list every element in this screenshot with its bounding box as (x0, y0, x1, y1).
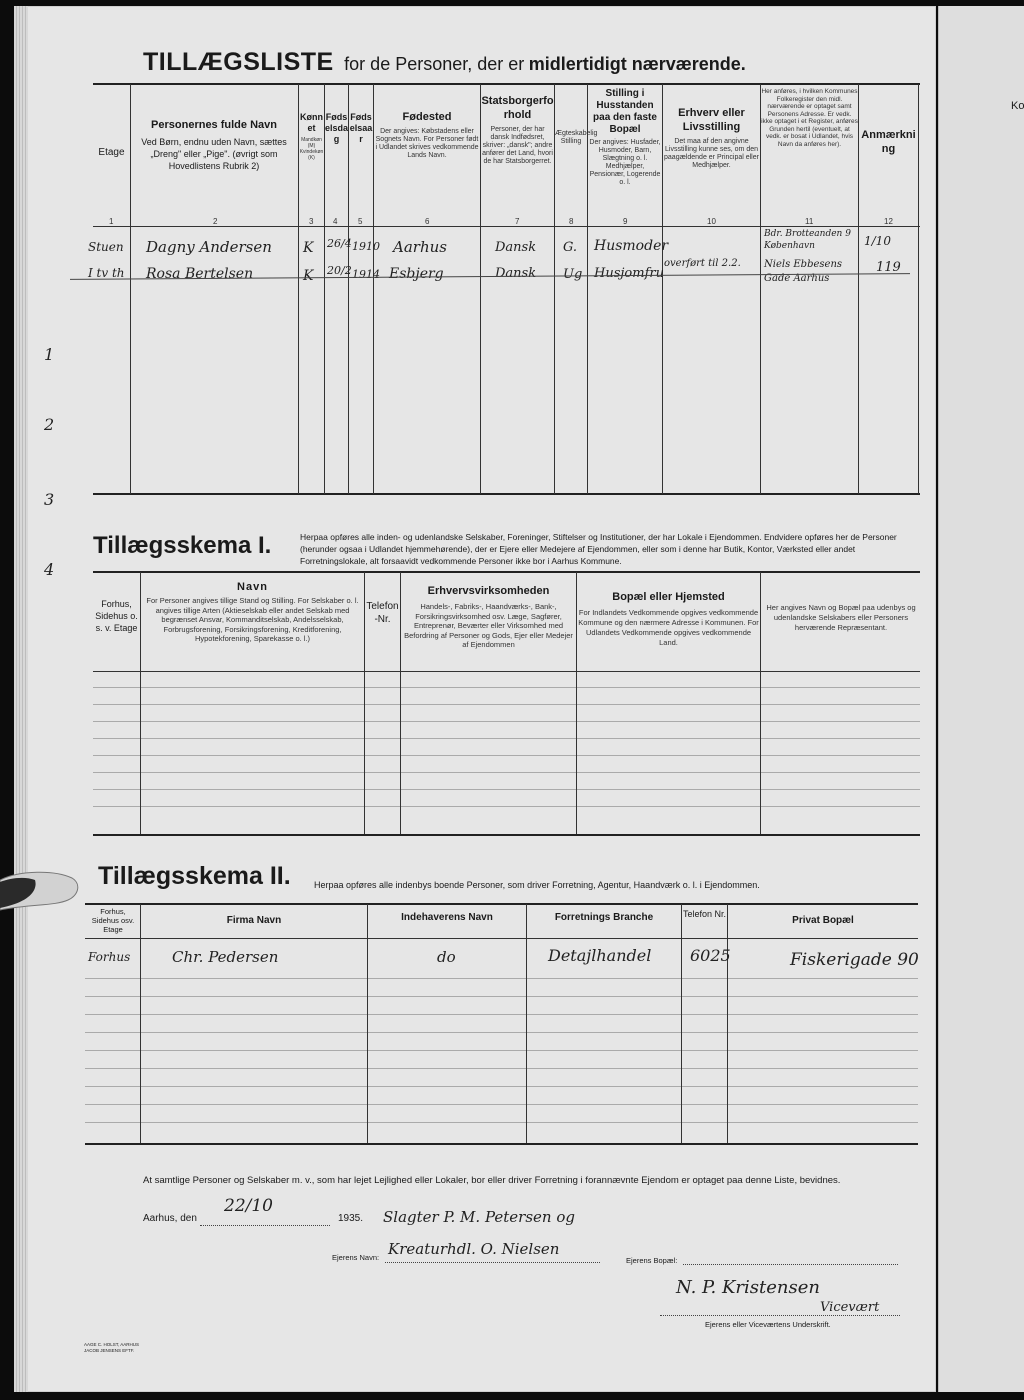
s1-header-representative: Her angives Navn og Bopæl paa udenbys og udenlandske Selskabers eller Personers herværende Repræsentant. (766, 603, 916, 632)
header-sex: Kønnet Mandkøn (M) Kvindekøn (K) (299, 112, 324, 161)
page-stack-edge (14, 6, 28, 1392)
footer-sign-label: Ejerens eller Viceværtens Underskrift. (705, 1320, 831, 1329)
skema1-description: Herpaa opføres alle inden- og udenlandske Selskaber, Foreninger, Stiftelser og Institutioner, der har Lokale i Ejendommen. Endvidere opføres her de Personer (herunder ogsaa i Udlandet hjemmehørende), der er Ejere eller Medejere af Ejendommen, eller som i denne har Butik, Kontor, Værksted eller andet Forretningslokale, alt forsaavidt vedkommende Personer ikke bor i Aarhus Kommune. (300, 532, 897, 566)
footer-owner-label: Ejerens Navn: (332, 1253, 380, 1262)
col-number: 12 (884, 217, 893, 226)
printer-mark: AAGE C. HOLST, AARHUS JACOB JENSENS EFTF. (84, 1342, 140, 1353)
col-number: 5 (358, 217, 363, 226)
col-number: 11 (805, 217, 814, 226)
footer-date: 22/10 (224, 1196, 273, 1216)
margin-mark: 3 (44, 490, 55, 509)
footer-bopael-label: Ejerens Bopæl: (626, 1256, 678, 1265)
title-bold2: midlertidigt nærværende. (528, 54, 746, 74)
signature: N. P. Kristensen (676, 1277, 820, 1298)
s2-header-firma: Firma Navn (226, 915, 282, 926)
margin-mark: 1 (44, 345, 55, 364)
footer-statement: At samtlige Personer og Selskaber m. v., som har lejet Lejlighed eller Lokaler, bor eller driver Forretning i forannævnte Ejendom er optaget paa denne Liste, bevidnes. (143, 1175, 841, 1186)
footer-year: 1935. (338, 1213, 364, 1224)
owner-name-line1: Slagter P. M. Petersen og (383, 1208, 575, 1226)
header-day: Fødselsdag (325, 112, 349, 144)
owner-name-line2: Kreaturhdl. O. Nielsen (388, 1240, 560, 1258)
main-title (143, 48, 903, 77)
col-number: 10 (707, 217, 716, 226)
s1-header-name: Navn For Personer angives tillige Stand og Stilling. For Selskaber o. l. angives tillige Arten (Aktieselskab eller andet Selskab med begrænset Ansvar, Kommanditselskab, Andelsselskab, Forbrugsforening, Forsikringsforening, Kreditforening, Hypotekforening, Sparekasse o. l.) (146, 581, 359, 643)
signature-title: Vicevært (820, 1300, 880, 1315)
adjacent-page-text: Ko (1011, 100, 1024, 112)
col-number: 8 (569, 217, 574, 226)
header-note: Anmærkning (861, 129, 916, 155)
header-year: Fødselsaar (349, 112, 373, 144)
s2-header-branche: Forretnings Branche (554, 912, 654, 923)
title-bold: TILLÆGSLISTE (143, 48, 334, 76)
col-number: 6 (425, 217, 430, 226)
margin-mark: 2 (44, 415, 55, 434)
col-number: 7 (515, 217, 520, 226)
skema2-title: Tillægsskema II. (98, 862, 291, 890)
s2-header-bopael: Privat Bopæl (792, 915, 854, 926)
s1-header-residence: Bopæl eller Hjemsted For Indlandets Vedkommende opgives vedkommende Kommune og den nærmere Adresse i Kommunen. For Udlandets Vedkommende opgives vedkommende Land. (578, 591, 759, 647)
header-name: Personernes fulde Navn Ved Børn, endnu uden Navn, sættes „Dreng" eller „Pige". (øvrigt som Hovedlistens Rubrik 2) (141, 119, 287, 171)
header-occupation: Erhverv eller Livsstilling Det maa af den angivne Livsstilling kunne ses, om den paagældende er Principal eller Medhjælper. (664, 107, 759, 169)
header-birthplace: Fødested Der angives: Købstadens eller Sognets Navn. For Personer født i Udlandet skrives vedkommende Lands Navn. (375, 111, 479, 159)
s2-header-etage: Forhus, Sidehus osv. Etage (91, 907, 135, 934)
title-rest: for de Personer, der er (344, 54, 525, 74)
header-marital: Ægteskabelig Stilling (555, 130, 598, 145)
s1-header-phone: Telefon-Nr. (366, 601, 399, 625)
margin-mark: 4 (44, 560, 55, 579)
s1-header-business: Erhvervsvirksomheden Handels-, Fabriks-, Haandværks-, Bank-, Forsikringsvirksomhed osv. Læge, Sagfører, Entreprenør, Beværter eller Virksomhed med Befordring af Personer og Gods, Ejer eller Medejer af Ejendommen (404, 585, 573, 649)
col-number: 1 (109, 217, 114, 226)
col-number: 9 (623, 217, 628, 226)
col-number: 3 (309, 217, 314, 226)
col-number: 2 (213, 217, 218, 226)
adjacent-page (938, 6, 1024, 1392)
header-address: Her anføres, i hvilken Kommunes Folkeregister den midl. nærværende er optaget samt Personens Adresse. Er vedk. ikke optaget i et Register, anføres Grunden hertil (eventuelt, at vedk. er bosat i Udlandet, hvis Navn da anføres her). (761, 88, 858, 148)
header-citizenship: Statsborgerforhold Personer, der har dansk Indfødsret, skriver: „dansk"; andre anfører det Land, hvori de har Statsborgerret. (481, 95, 554, 165)
s1-header-etage: Forhus, Sidehus o. s. v. Etage (95, 599, 138, 633)
col-number: 4 (333, 217, 338, 226)
skema1-title: Tillægsskema I. (93, 532, 272, 559)
header-household: Stilling i Husstanden paa den faste Bopæl Der angives: Husfader, Husmoder, Barn, Slægtning o. l. Medhjælper, Pensionær, Logerende o. l. (589, 88, 661, 186)
skema2-description: Herpaa opføres alle indenbys boende Personer, som driver Forretning, Agentur, Haandværk o. l. i Ejendommen. (314, 880, 760, 890)
header-etage: Etage (98, 147, 125, 158)
finger-photo-artifact (0, 870, 80, 940)
s2-header-owner: Indehaverens Navn (401, 912, 493, 923)
s2-header-phone: Telefon Nr. (682, 909, 727, 919)
footer-place-label: Aarhus, den (143, 1213, 197, 1224)
